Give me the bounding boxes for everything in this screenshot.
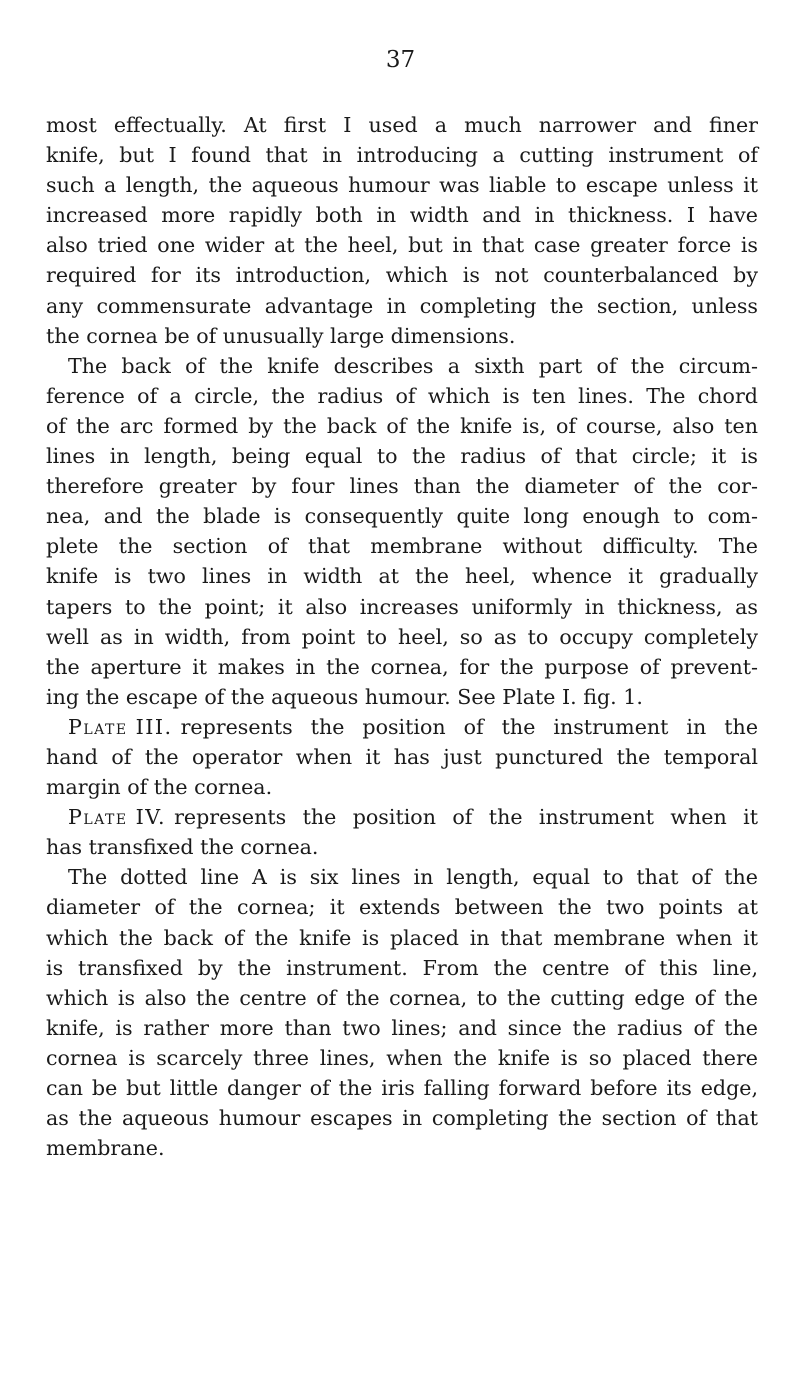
text-line: can be but little danger of the iris falling forward before its edge, [46,1076,758,1100]
text-line: most effectually. At first I used a much narrower and finer [46,113,758,137]
text-line: knife, is rather more than two lines; and since the radius of the [46,1015,758,1040]
text-line: margin of the cornea. [46,775,273,800]
text-run: represents the position of the instrument in the [180,714,758,739]
text-line: the cornea be of unusually large dimensions. [46,323,516,348]
paragraph [46,862,758,1163]
text-line: therefore greater by four lines than the diameter of the cor- [46,474,758,499]
text-line: any commensurate advantage in completing the section, unless [46,293,758,318]
text-line: which the back of the knife is placed in that membrane when it [46,925,758,950]
text-line: increased more rapidly both in width and in thickness. I have [46,203,758,228]
text-line: which is also the centre of the cornea, to the cutting edge of the [46,985,758,1010]
text-line: the aperture it makes in the cornea, for the purpose of prevent- [46,654,758,679]
text-line: knife, but I found that in introducing a cutting instrument of [46,143,758,168]
text-line [46,802,758,832]
plate-reference: Plate III. [68,714,173,739]
paragraph [46,712,758,802]
text-line: such a length, the aqueous humour was liable to escape unless it [46,173,758,198]
paragraph [46,802,758,862]
text-line: cornea is scarcely three lines, when the knife is so placed there [46,1045,758,1070]
text-line: The dotted line A is six lines in length, equal to that of the [68,865,758,890]
text-line: membrane. [46,1136,165,1161]
plate-reference: Plate IV. [68,805,167,830]
text-line: is transfixed by the instrument. From the centre of this line, [46,955,758,980]
text-line: ing the escape of the aqueous humour. See Plate I. fig. 1. [46,684,643,709]
text-line: nea, and the blade is consequently quite long enough to com- [46,504,758,529]
text-run: represents the position of the instrument when it [174,805,758,830]
text-line: tapers to the point; it also increases uniformly in thickness, as [46,594,758,619]
paragraph [46,110,758,351]
body-text [46,110,758,1163]
text-line: ference of a circle, the radius of which is ten lines. The chord [46,383,758,408]
text-line: plete the section of that membrane without difficulty. The [46,534,758,559]
text-line: as the aqueous humour escapes in completing the section of that [46,1106,758,1131]
text-line: The back of the knife describes a sixth part of the circum- [68,353,758,378]
text-line: has transfixed the cornea. [46,835,319,860]
paragraph [46,351,758,712]
text-line: of the arc formed by the back of the knife is, of course, also ten [46,413,758,438]
text-line: hand of the operator when it has just punctured the temporal [46,744,758,769]
text-line: well as in width, from point to heel, so as to occupy completely [46,624,758,649]
text-line: required for its introduction, which is not counterbalanced by [46,263,758,288]
text-line [46,712,758,742]
page-number: 37 [385,47,416,73]
text-line: lines in length, being equal to the radius of that circle; it is [46,444,758,469]
text-line: diameter of the cornea; it extends between the two points at [46,895,758,920]
text-line: also tried one wider at the heel, but in that case greater force is [46,233,758,258]
text-line: knife is two lines in width at the heel, whence it gradually [46,564,758,589]
